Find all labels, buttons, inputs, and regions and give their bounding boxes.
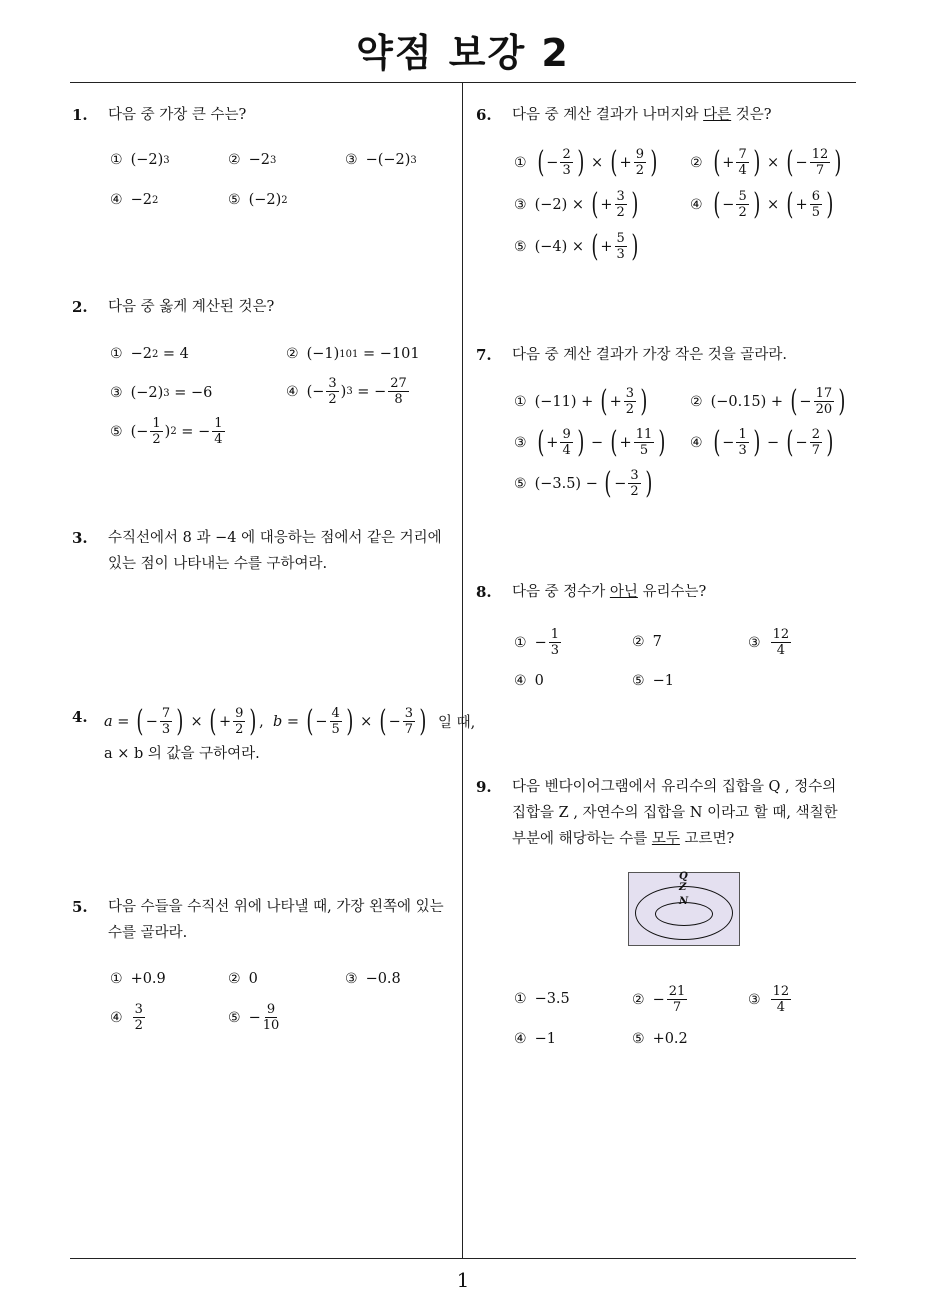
option-1[interactable]: ① (−2) 3: [110, 152, 170, 168]
option-5[interactable]: ⑤ (−2) 2: [228, 192, 288, 208]
question-text: 다음 벤다이어그램에서 유리수의 집합을 Q , 정수의 집합을 Z , 자연수의 집합을 N 이라고 할 때, 색칠한 부분에 해당하는 수를 모두 고르면?: [512, 779, 838, 847]
option-3[interactable]: ③ −0.8: [345, 971, 401, 987]
bottom-rule: [70, 1258, 856, 1259]
option-5[interactable]: ⑤ (−3.5) − ( − 3 2 ): [514, 465, 652, 501]
question-text: 다음 수들을 수직선 위에 나타낼 때, 가장 왼쪽에 있는 수를 골라라.: [108, 899, 444, 941]
question-text: 다음 중 정수가 아닌 유리수는?: [512, 584, 707, 600]
question-number: 8.: [476, 583, 492, 601]
venn-label-q: Q: [679, 871, 688, 882]
option-2[interactable]: ② −2 3: [228, 152, 277, 168]
option-3[interactable]: ③ (−2) 3 = −6: [110, 385, 213, 401]
option-3[interactable]: ③ 12 4: [748, 627, 790, 658]
page-number: 1: [456, 1268, 470, 1292]
option-2[interactable]: ② (−1) 101 = −101: [286, 346, 420, 362]
option-2[interactable]: ② 7: [632, 634, 662, 650]
question-number: 3.: [72, 529, 88, 547]
option-1[interactable]: ① +0.9: [110, 971, 166, 987]
question-number: 7.: [476, 346, 492, 364]
question-number: 6.: [476, 106, 492, 124]
question-number: 1.: [72, 106, 88, 124]
option-2[interactable]: ② 0: [228, 971, 258, 987]
option-5[interactable]: ⑤ − 9 10: [228, 1002, 280, 1033]
option-4[interactable]: ④ (− 3 2 ) 3 = − 27 8: [286, 376, 407, 407]
option-2[interactable]: ② − 21 7: [632, 984, 686, 1015]
venn-label-z: Z: [679, 882, 687, 893]
option-5[interactable]: ⑤ (−4) × ( + 5 3 ): [514, 228, 639, 264]
question-text: 수직선에서 8 과 −4 에 대응하는 점에서 같은 거리에 있는 점이 나타내는 수를 구하여라.: [108, 530, 442, 572]
question-text: 다음 중 가장 큰 수는?: [108, 107, 247, 123]
option-4[interactable]: ④ 0: [514, 673, 544, 689]
venn-diagram: [628, 872, 740, 946]
page-title: 약점 보강 2: [356, 31, 570, 75]
option-1[interactable]: ① (−11) + ( + 3 2 ): [514, 383, 648, 419]
question-number: 2.: [72, 298, 88, 316]
option-2[interactable]: ② (−0.15) + ( − 17 20 ): [690, 383, 846, 419]
option-1[interactable]: ① ( − 2 3 ) × ( + 9 2 ): [514, 144, 658, 180]
option-3[interactable]: ③ ( + 9 4 ) − ( + 11 5 ): [514, 424, 666, 460]
option-4[interactable]: ④ −2 2: [110, 192, 159, 208]
question-text: 다음 중 계산 결과가 가장 작은 것을 골라라.: [512, 347, 787, 363]
option-2[interactable]: ② ( + 7 4 ) × ( − 12 7 ): [690, 144, 842, 180]
question-text: 다음 중 계산 결과가 나머지와 다른 것은?: [512, 107, 772, 123]
option-5[interactable]: ⑤ −1: [632, 673, 674, 689]
option-5[interactable]: ⑤ +0.2: [632, 1031, 688, 1047]
option-1[interactable]: ① −2 2 = 4: [110, 346, 189, 362]
option-4[interactable]: ④ 3 2: [110, 1002, 143, 1033]
question-number: 9.: [476, 778, 492, 796]
option-1[interactable]: ① −3.5: [514, 991, 570, 1007]
question-text: 다음 중 옳게 계산된 것은?: [108, 299, 275, 315]
venn-label-n: N: [679, 896, 689, 907]
question-number: 5.: [72, 898, 88, 916]
option-3[interactable]: ③ (−2) × ( + 3 2 ): [514, 186, 639, 222]
column-divider: [462, 83, 463, 1258]
option-5[interactable]: ⑤ (− 1 2 ) 2 = − 1 4: [110, 416, 223, 447]
q4-expression: a = ( − 7 3 ) × ( + 9 2 ) , b = ( − 4 5 ) × ( − 3 7 ) 일 때,: [104, 703, 476, 739]
option-4[interactable]: ④ ( − 1 3 ) − ( − 2 7 ): [690, 424, 834, 460]
q4-line2: a × b 의 값을 구하여라.: [104, 746, 260, 762]
option-4[interactable]: ④ −1: [514, 1031, 556, 1047]
question-number: 4.: [72, 708, 88, 726]
option-3[interactable]: ③ 12 4: [748, 984, 790, 1015]
top-rule: [70, 82, 856, 83]
option-4[interactable]: ④ ( − 5 2 ) × ( + 6 5 ): [690, 186, 834, 222]
option-3[interactable]: ③ −(−2) 3: [345, 152, 417, 168]
option-1[interactable]: ① − 1 3: [514, 627, 559, 658]
